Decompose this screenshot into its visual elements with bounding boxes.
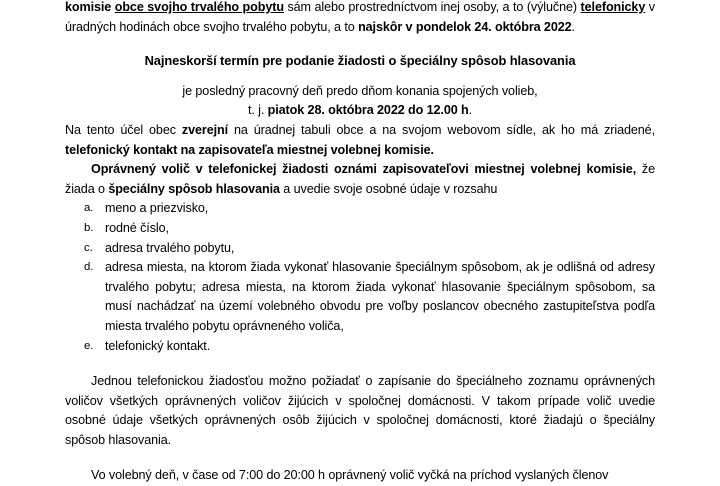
text-segment-friday-deadline: piatok 28. októbra 2022 do 12.00 h bbox=[267, 103, 469, 118]
list-item-label: rodné číslo, bbox=[105, 220, 169, 235]
text-segment-obce-pobytu-underlined: obce svojho trvalého pobytu bbox=[114, 0, 284, 14]
list-marker: e. bbox=[84, 339, 94, 352]
list-item-label: telefonický kontakt. bbox=[105, 338, 211, 353]
section-heading-deadline: Najneskorší termín pre podanie žiadosti o špeciálny spôsob hlasovania bbox=[144, 53, 576, 69]
text-segment-contact-registrar: telefonický kontakt na zapisovateľa miestnej volebnej komisie. bbox=[65, 142, 434, 157]
list-required-personal-data bbox=[65, 199, 655, 356]
text-segment-tj: t. j. bbox=[247, 103, 268, 118]
text-segment-na-tento-ucel: Na tento účel obec bbox=[65, 122, 182, 137]
list-item-label: meno a priezvisko, bbox=[105, 201, 209, 216]
spacer bbox=[65, 37, 655, 51]
list-item bbox=[65, 199, 655, 219]
list-item bbox=[65, 239, 655, 259]
text-segment-opravneny-volic: Oprávnený volič v telefonickej žiadosti oznámi zapisovateľovi miestnej volebnej komisie, bbox=[91, 162, 637, 177]
text-segment-deadline-date: najskôr v pondelok 24. októbra 2022 bbox=[358, 19, 572, 34]
text-segment-telefonicky-underlined: telefonicky bbox=[580, 0, 646, 14]
text-segment-ze-ziada: že žiada o bbox=[65, 162, 655, 196]
list-marker: d. bbox=[84, 261, 94, 274]
spacer bbox=[65, 71, 655, 82]
spacer bbox=[65, 356, 655, 372]
text-segment-period: . bbox=[571, 19, 575, 34]
paragraph-voter-declaration bbox=[65, 160, 655, 199]
text-segment-period2: . bbox=[468, 103, 473, 118]
list-item bbox=[65, 337, 655, 357]
list-item-label: adresa miesta, na ktorom žiada vykonať hlasovanie špeciálnym spôsobom, ak je odlišná od adresy trvalého pobytu; adresa miesta, na ktorom žiada vykonať hlasovanie špeciálnym spôsobom, sa musí nachádzať na území volebného obvodu pre voľby poslancov obecného zastupiteľstva podľa miesta trvalého pobytu oprávneného voliča, bbox=[105, 260, 655, 333]
text-segment-sam-alebo: sám alebo prostredníctvom inej osoby, a to (výlučne) bbox=[283, 0, 581, 14]
paragraph-household-request: Jednou telefonickou žiadosťou možno požiadať o zapísanie do špeciálneho zoznamu oprávnených voličov všetkých oprávnených voličov žijúcich v spoločnej domácnosti. V takom prípade volič uvedie osobné údaje všetkých oprávnených osôb žijúcich v spoločnej domácnosti, ktoré žiadajú o špeciálny spôsob hlasovania. bbox=[65, 374, 655, 447]
paragraph-deadline-line1: je posledný pracovný deň predo dňom konania spojených volieb, bbox=[182, 83, 538, 98]
text-segment-personal-data-scope: a uvedie svoje osobné údaje v rozsahu bbox=[279, 181, 498, 196]
list-item-label: adresa trvalého pobytu, bbox=[105, 240, 235, 255]
list-marker: c. bbox=[84, 241, 93, 254]
text-segment-uradna-tabula: na úradnej tabuli obce a na svojom webovom sídle, ak ho má zriadené, bbox=[228, 122, 655, 137]
list-item bbox=[65, 258, 655, 336]
paragraph-voting-request-method bbox=[65, 0, 655, 37]
list-marker: b. bbox=[84, 221, 94, 234]
spacer bbox=[65, 450, 655, 466]
text-segment-uradne-hodiny: v úradných hodinách obce svojho trvalého pobytu, a to bbox=[65, 0, 655, 34]
paragraph-election-day: Vo volebný deň, v čase od 7:00 do 20:00 h oprávnený volič vyčká na príchod vyslaných členov bbox=[91, 468, 609, 483]
list-item bbox=[65, 219, 655, 239]
paragraph-publication-duty bbox=[65, 121, 655, 160]
document-body bbox=[65, 0, 655, 486]
text-segment-special-voting-method: špeciálny spôsob hlasovania bbox=[108, 181, 280, 196]
text-segment-komisie: komisie bbox=[65, 0, 115, 14]
list-marker: a. bbox=[84, 202, 94, 215]
text-segment-zverejni: zverejní bbox=[181, 122, 229, 137]
paragraph-deadline-line2 bbox=[65, 101, 655, 121]
